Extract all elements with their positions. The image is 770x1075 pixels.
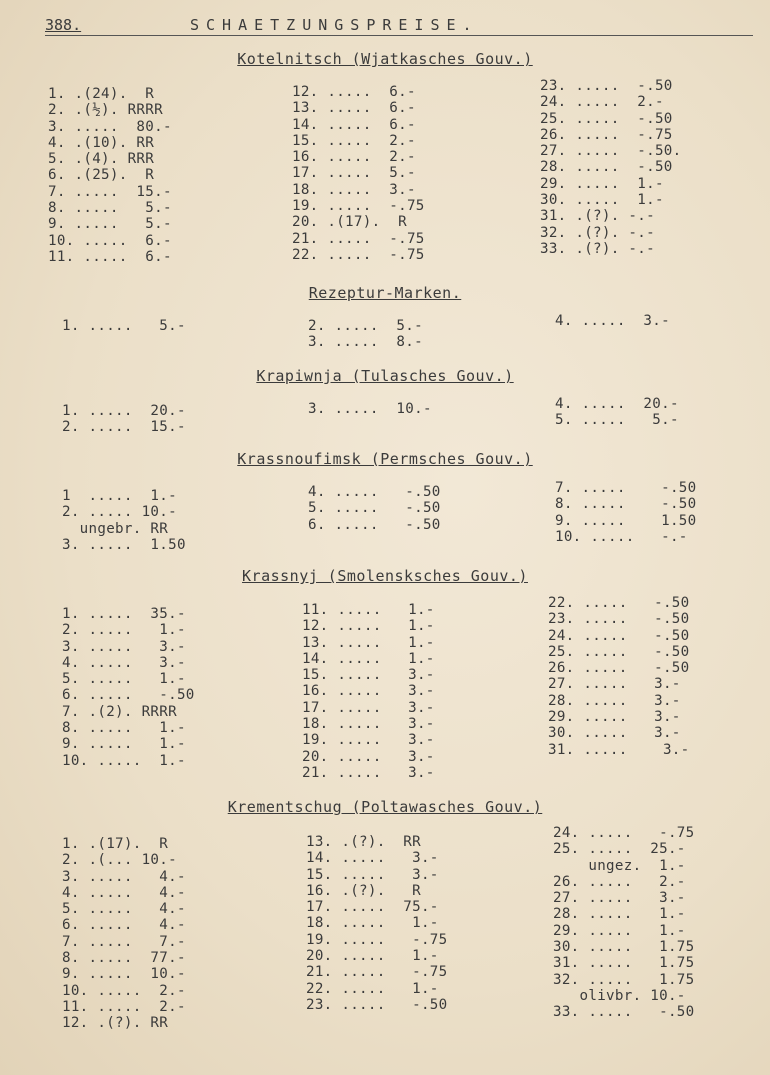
price-entry: 15. ..... 2.-	[292, 132, 416, 149]
price-entry: 22. ..... -.50	[548, 595, 690, 611]
price-entry: 15. ..... 3.-	[306, 866, 439, 883]
price-entry: 31. ..... 1.75	[553, 955, 695, 972]
price-entry: 5. ..... 5.-	[555, 412, 679, 429]
page-number: 388.	[45, 16, 82, 34]
price-entry: 1. .(17). R	[62, 836, 169, 852]
price-entry: 19. ..... 3.-	[302, 732, 435, 749]
price-entry: 9. ..... 5.-	[48, 216, 172, 233]
price-column	[306, 834, 447, 1013]
price-column	[540, 78, 681, 257]
price-column	[308, 401, 432, 417]
price-entry: 31. ..... 3.-	[548, 741, 690, 758]
price-entry: 8. ..... 1.-	[62, 720, 186, 737]
price-entry: 11. ..... 1.-	[302, 602, 435, 618]
price-entry: 3. ..... 80.-	[48, 118, 172, 135]
price-entry: 5. .(4). RRR	[48, 151, 155, 168]
price-entry: 12. ..... 1.-	[302, 618, 435, 635]
price-entry: 32. .(?). -.-	[540, 224, 655, 241]
price-entry: 30. ..... 3.-	[548, 725, 681, 742]
price-entry: 30. ..... 1.-	[540, 192, 664, 209]
price-column	[62, 318, 186, 334]
price-entry: 21. ..... -.75	[292, 230, 425, 247]
price-column	[548, 595, 689, 758]
price-entry: 8. ..... 5.-	[48, 200, 172, 217]
price-entry: 5. ..... -.50	[308, 500, 441, 517]
price-entry: 6. ..... -.50	[62, 687, 195, 704]
price-entry: 17. ..... 75.-	[306, 899, 439, 916]
price-entry: 11. ..... 6.-	[48, 248, 172, 265]
price-column	[553, 825, 694, 1021]
section-title: Rezeptur-Marken.	[308, 284, 462, 302]
price-entry: 3. ..... 1.50	[62, 536, 186, 553]
price-entry: 24. ..... -.50	[548, 627, 690, 644]
price-entry: 6. ..... 4.-	[62, 917, 186, 934]
price-entry: 2. .(... 10.-	[62, 852, 177, 869]
price-entry: 4. ..... 3.-	[555, 313, 670, 329]
price-entry: 26. ..... -.75	[540, 126, 673, 143]
section-title: Krapiwnja (Tulasches Gouv.)	[256, 367, 514, 385]
price-entry: 22. ..... 1.-	[306, 980, 439, 997]
price-entry: 2. ..... 1.-	[62, 622, 186, 639]
price-entry: 4. ..... 4.-	[62, 884, 186, 901]
section-title: Krementschug (Poltawasches Gouv.)	[227, 798, 543, 816]
price-column	[62, 606, 195, 769]
price-entry: 33. .(?). -.-	[540, 240, 655, 257]
price-entry: 4. ..... -.50	[308, 484, 441, 500]
price-entry: 9. ..... 1.50	[555, 512, 697, 529]
price-entry: 2. ..... 10.-	[62, 504, 177, 521]
price-entry: 23. ..... -.50	[548, 611, 690, 628]
price-entry: 29. ..... 1.-	[540, 175, 664, 192]
price-entry: 18. ..... 3.-	[292, 181, 416, 198]
section-title: Kotelnitsch (Wjatkasches Gouv.)	[237, 50, 533, 68]
price-entry: 19. ..... -.75	[292, 198, 425, 215]
price-entry: 1. .(24). R	[48, 86, 155, 102]
price-entry: 15. ..... 3.-	[302, 667, 435, 684]
price-entry: 12. ..... 6.-	[292, 84, 416, 100]
price-entry: 29. ..... 1.-	[553, 922, 686, 939]
price-entry: 18. ..... 3.-	[302, 716, 435, 733]
price-entry: 1 ..... 1.-	[62, 488, 177, 504]
price-column	[308, 484, 441, 533]
price-entry: 24. ..... -.75	[553, 825, 695, 841]
price-column	[302, 602, 435, 781]
price-entry: 28. ..... 3.-	[548, 692, 681, 709]
price-entry: 19. ..... -.75	[306, 931, 448, 948]
price-entry: 17. ..... 3.-	[302, 699, 435, 716]
price-entry: 32. ..... 1.75	[553, 971, 695, 988]
price-entry: 28. ..... 1.-	[553, 906, 686, 923]
price-entry: 25. ..... -.50	[540, 110, 673, 127]
price-entry: 2. .(½). RRRR	[48, 102, 163, 119]
price-entry: 25. ..... 25.-	[553, 841, 686, 858]
price-entry: 1. ..... 35.-	[62, 606, 186, 622]
price-entry: 3. ..... 3.-	[62, 638, 186, 655]
price-entry: 23. ..... -.50	[306, 996, 448, 1013]
price-entry: 26. ..... 2.-	[553, 873, 686, 890]
price-entry: 25. ..... -.50	[548, 643, 690, 660]
price-entry: 21. ..... 3.-	[302, 764, 435, 781]
price-entry: 7. ..... 15.-	[48, 183, 172, 200]
price-entry: 16. .(?). R	[306, 882, 421, 899]
price-entry: 4. ..... 3.-	[62, 654, 186, 671]
page-header	[45, 16, 755, 34]
price-entry: ungebr. RR	[62, 520, 169, 537]
price-entry: 13. ..... 6.-	[292, 100, 416, 117]
price-column	[292, 84, 425, 263]
price-entry: 22. ..... -.75	[292, 246, 425, 263]
price-entry: 3. ..... 4.-	[62, 868, 186, 885]
price-entry: 3. ..... 8.-	[308, 334, 423, 351]
price-entry: 8. ..... 77.-	[62, 950, 186, 967]
price-entry: 1. ..... 20.-	[62, 403, 186, 419]
price-column	[62, 488, 186, 553]
price-entry: 7. .(2). RRRR	[62, 703, 177, 720]
price-entry: 20. ..... 3.-	[302, 748, 435, 765]
price-entry: 26. ..... -.50	[548, 660, 690, 677]
price-column	[48, 86, 172, 265]
price-entry: 6. .(25). R	[48, 167, 155, 184]
price-column	[555, 313, 670, 329]
price-entry: 13. .(?). RR	[306, 834, 421, 850]
price-entry: 20. .(17). R	[292, 214, 407, 231]
price-column	[555, 396, 679, 429]
price-entry: 5. ..... 1.-	[62, 671, 186, 688]
price-entry: 29. ..... 3.-	[548, 709, 681, 726]
price-entry: 11. ..... 2.-	[62, 998, 186, 1015]
price-entry: 6. ..... -.50	[308, 516, 441, 533]
price-entry: 14. ..... 3.-	[306, 850, 439, 867]
price-entry: 10. ..... 2.-	[62, 982, 186, 999]
price-entry: 4. .(10). RR	[48, 134, 155, 151]
price-entry: 5. ..... 4.-	[62, 901, 186, 918]
price-column	[62, 403, 186, 436]
price-entry: 16. ..... 2.-	[292, 149, 416, 166]
price-entry: 30. ..... 1.75	[553, 939, 695, 956]
price-entry: 10. ..... 1.-	[62, 752, 186, 769]
price-entry: 28. ..... -.50	[540, 159, 673, 176]
price-entry: 4. ..... 20.-	[555, 396, 679, 412]
price-column	[555, 480, 696, 545]
price-entry: 10. ..... -.-	[555, 528, 688, 545]
section-title: Krassnoufimsk (Permsches Gouv.)	[237, 450, 533, 468]
price-entry: 9. ..... 10.-	[62, 966, 186, 983]
price-entry: 13. ..... 1.-	[302, 634, 435, 651]
price-entry: 3. ..... 10.-	[308, 401, 432, 417]
page-title: SCHAETZUNGSPREISE.	[190, 16, 479, 34]
price-entry: 31. .(?). -.-	[540, 208, 655, 225]
price-entry: 20. ..... 1.-	[306, 948, 439, 965]
price-entry: 23. ..... -.50	[540, 78, 673, 94]
price-entry: olivbr. 10.-	[553, 987, 686, 1004]
price-entry: 27. ..... -.50.	[540, 143, 682, 160]
price-entry: 18. ..... 1.-	[306, 915, 439, 932]
price-entry: 17. ..... 5.-	[292, 165, 416, 182]
price-column	[62, 836, 186, 1032]
header-rule	[45, 35, 753, 36]
price-entry: 2. ..... 5.-	[308, 318, 423, 334]
price-entry: 9. ..... 1.-	[62, 736, 186, 753]
price-entry: 2. ..... 15.-	[62, 419, 186, 436]
price-entry: 10. ..... 6.-	[48, 232, 172, 249]
price-entry: 7. ..... -.50	[555, 480, 697, 496]
price-entry: 14. ..... 6.-	[292, 116, 416, 133]
section-title: Krassnyj (Smolensksches Gouv.)	[242, 567, 528, 585]
price-entry: 27. ..... 3.-	[548, 676, 681, 693]
price-entry: 16. ..... 3.-	[302, 683, 435, 700]
price-entry: 24. ..... 2.-	[540, 94, 664, 111]
price-entry: 1. ..... 5.-	[62, 318, 186, 334]
price-column	[308, 318, 423, 351]
price-entry: 14. ..... 1.-	[302, 650, 435, 667]
price-entry: ungez. 1.-	[553, 857, 686, 874]
price-entry: 8. ..... -.50	[555, 496, 697, 513]
price-entry: 21. ..... -.75	[306, 964, 448, 981]
price-entry: 27. ..... 3.-	[553, 890, 686, 907]
price-entry: 33. ..... -.50	[553, 1004, 695, 1021]
price-entry: 12. .(?). RR	[62, 1015, 169, 1032]
price-entry: 7. ..... 7.-	[62, 933, 186, 950]
